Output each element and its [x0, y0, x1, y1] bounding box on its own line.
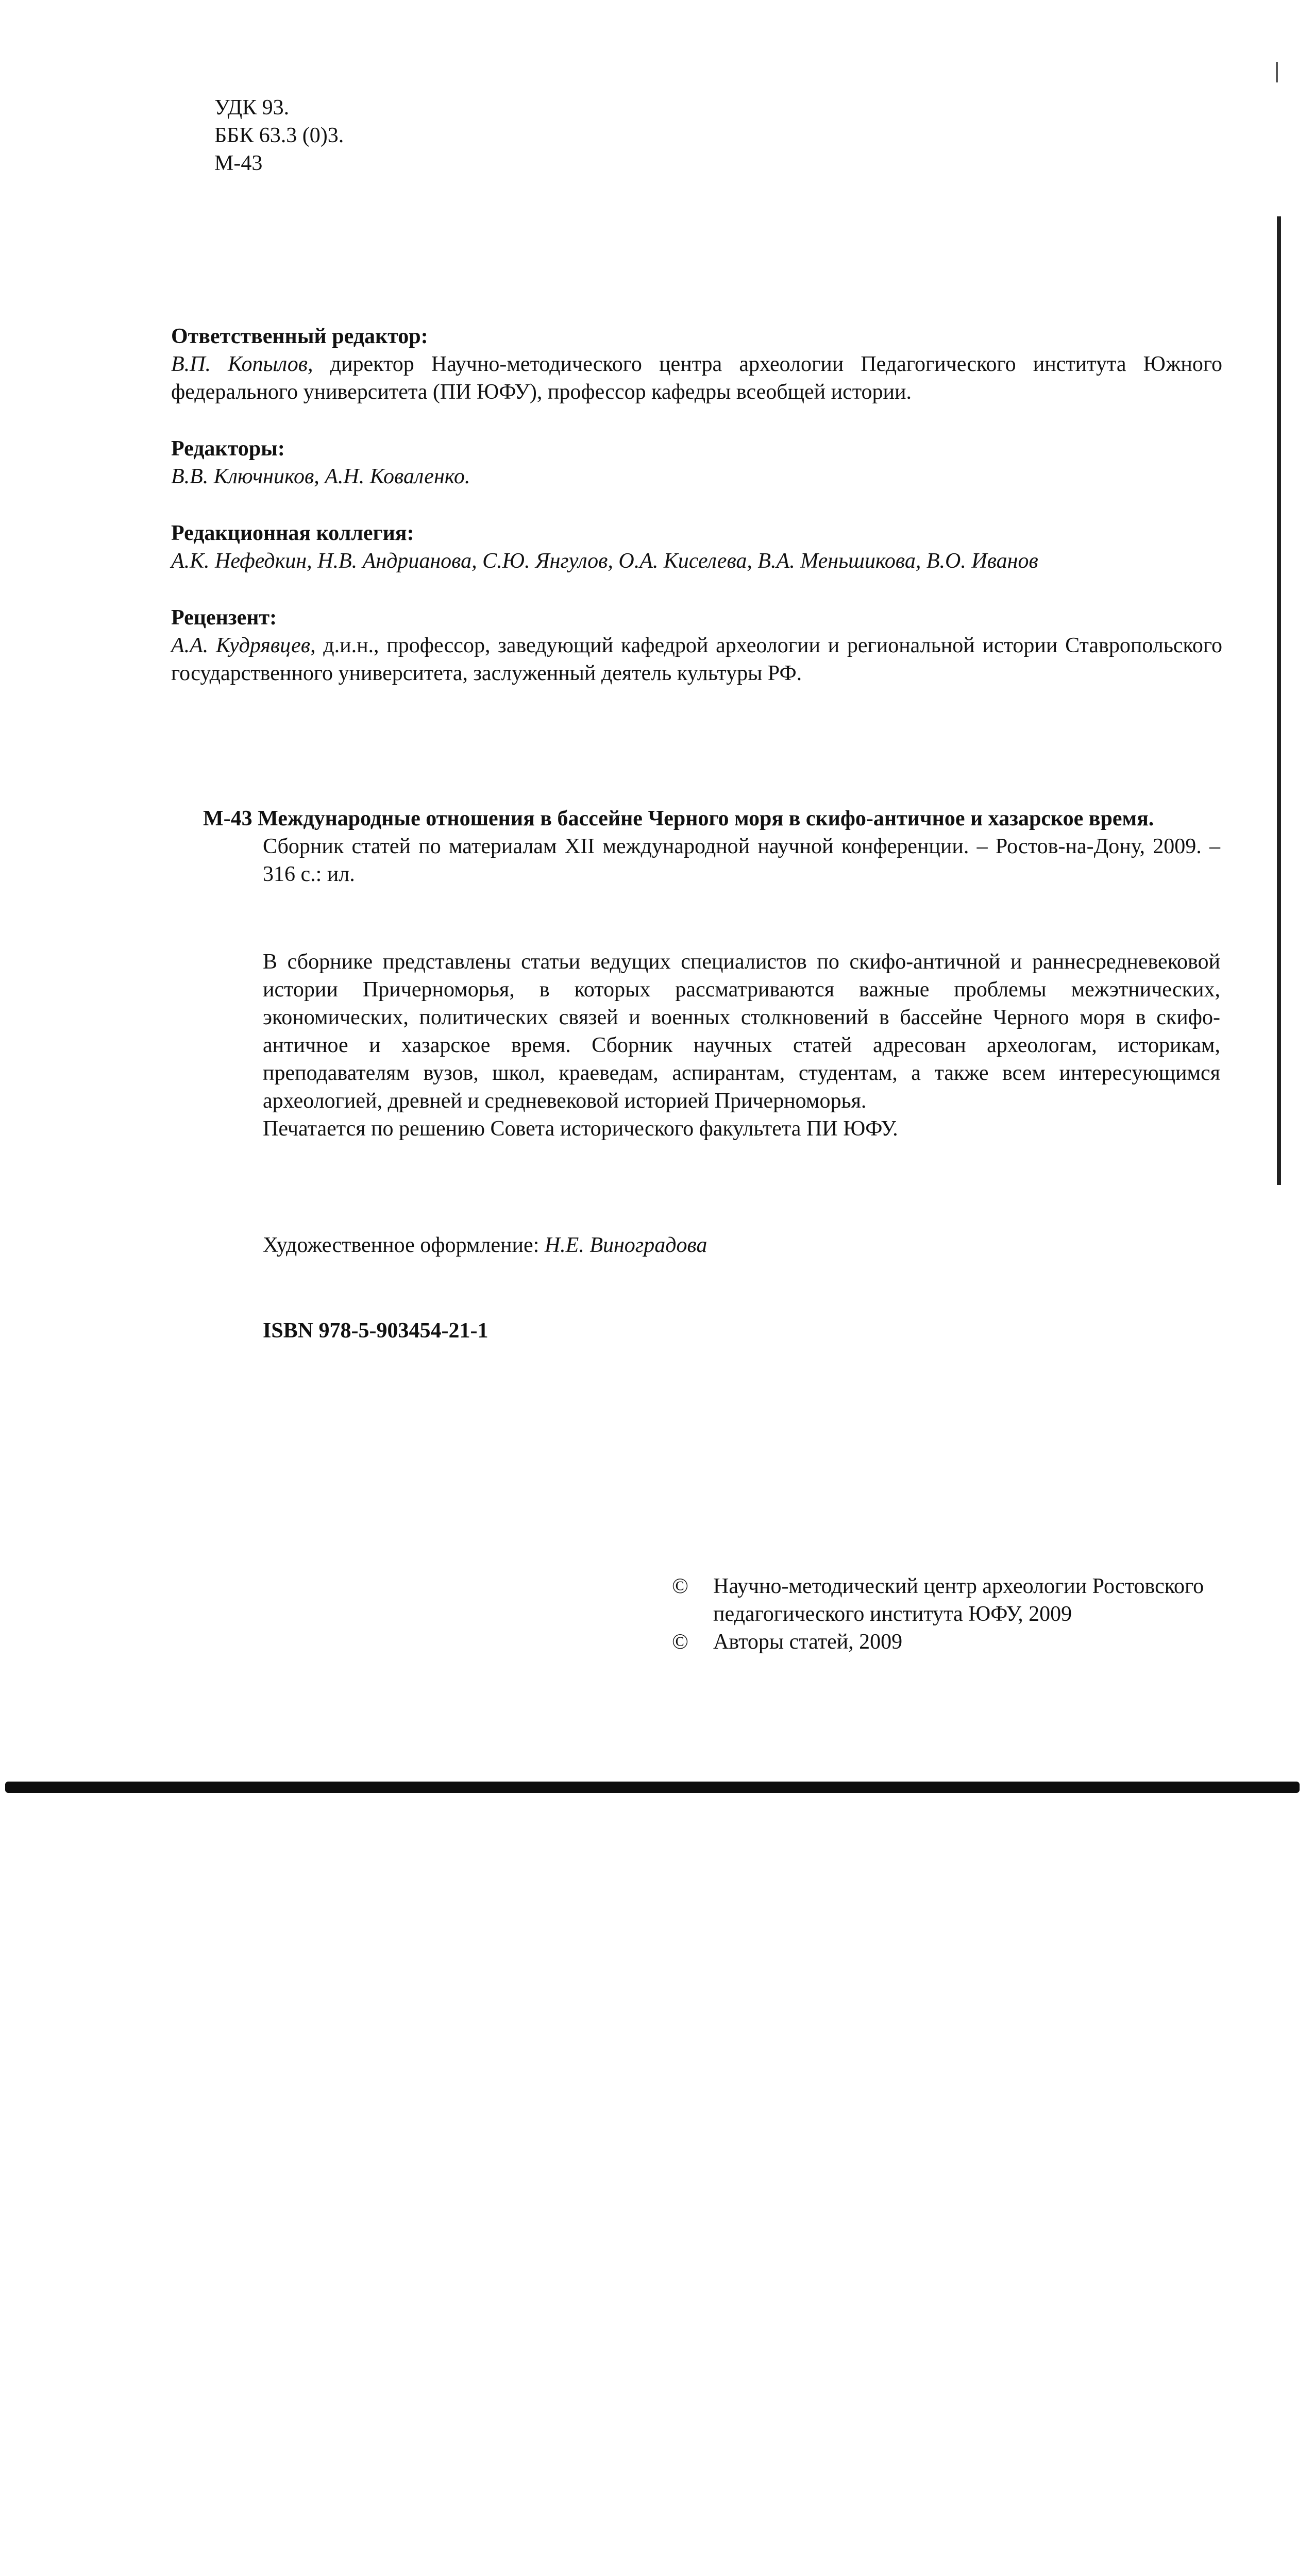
annotation-text: В сборнике представлены статьи ведущих специалистов по скифо-античной и раннесредневековой истории Причерноморья, в которых рассматриваются важные проблемы межэтнических, экономических, политических связей и военных столкновений в бассейне Черного моря в скифо-античное и хазарское время. Сборник научных статей адресован археологам, историкам, преподавателям вузов, школ, краеведам, аспирантам, студентам, а также всем интересующимся археологией, древней и средневековой историей Причерноморья. [263, 950, 1220, 1113]
reviewer-text [171, 632, 1222, 687]
classification-codes [214, 94, 524, 177]
credits-section [171, 323, 1222, 716]
udk-code: УДК 93. [214, 96, 290, 120]
publication-note: Печатается по решению Совета исторического факультета ПИ ЮФУ. [263, 1117, 898, 1141]
responsible-editor-text [171, 350, 1222, 406]
book-title: Международные отношения в бассейне Черного моря в скифо-античное и хазарское время. [258, 807, 1154, 831]
bibliographic-entry [203, 805, 1220, 888]
bbk-code: ББК 63.3 (0)3. [214, 124, 344, 147]
editorial-board-heading: Редакционная коллегия: [171, 521, 414, 545]
copyright-holder-center: Научно-методический центр археологии Ростовского педагогического института ЮФУ, 2009 [713, 1574, 1204, 1626]
copyright-icon: © [672, 1574, 688, 1598]
responsible-editor [171, 323, 1222, 406]
book-title-line [203, 805, 1220, 833]
isbn: ISBN 978-5-903454-21-1 [263, 1319, 488, 1343]
copyright-icon: © [672, 1630, 688, 1654]
responsible-editor-position: директор Научно-методического центра археологии Педагогического института Южного федерального университета (ПИ ЮФУ), профессор кафедры всеобщей истории. [171, 352, 1222, 404]
responsible-editor-heading: Ответственный редактор: [171, 325, 428, 348]
copyright-notices [672, 1572, 1220, 1656]
editors-heading: Редакторы: [171, 437, 285, 461]
book-description: Сборник статей по материалам XII международной научной конференции. – Ростов-на-Дону, 2009. – 316 с.: ил. [263, 835, 1220, 886]
design-credit-text [263, 1231, 1220, 1259]
copyright-holder-authors: Авторы статей, 2009 [713, 1630, 903, 1654]
responsible-editor-name: В.П. Копылов, [171, 352, 313, 376]
copyright-item [672, 1572, 1220, 1628]
scan-edge-horizontal [5, 1782, 1300, 1793]
editorial-board [171, 519, 1222, 575]
reviewer-name: А.А. Кудрявцев, [171, 634, 316, 657]
author-mark: М-43 [214, 151, 263, 175]
annotation [263, 948, 1220, 1143]
book-code: М-43 [203, 807, 252, 831]
editors-names: В.В. Ключников, А.Н. Коваленко. [171, 465, 470, 488]
copyright-item [672, 1628, 1220, 1656]
scan-artifact-mark [1276, 62, 1278, 82]
editors [171, 435, 1222, 490]
reviewer [171, 604, 1222, 687]
editorial-board-names: А.К. Нефедкин, Н.В. Андрианова, С.Ю. Янгулов, О.А. Киселева, В.А. Меньшикова, В.О. Иванов [171, 549, 1038, 573]
reviewer-position: д.и.н., профессор, заведующий кафедрой археологии и региональной истории Ставропольского государственного университета, заслуженный деятель культуры РФ. [171, 634, 1222, 685]
scan-edge-line [1277, 216, 1281, 1185]
design-credit [263, 1231, 1220, 1259]
reviewer-heading: Рецензент: [171, 606, 277, 630]
design-label: Художественное оформление: [263, 1233, 545, 1257]
designer-name: Н.Е. Виноградова [544, 1233, 707, 1257]
